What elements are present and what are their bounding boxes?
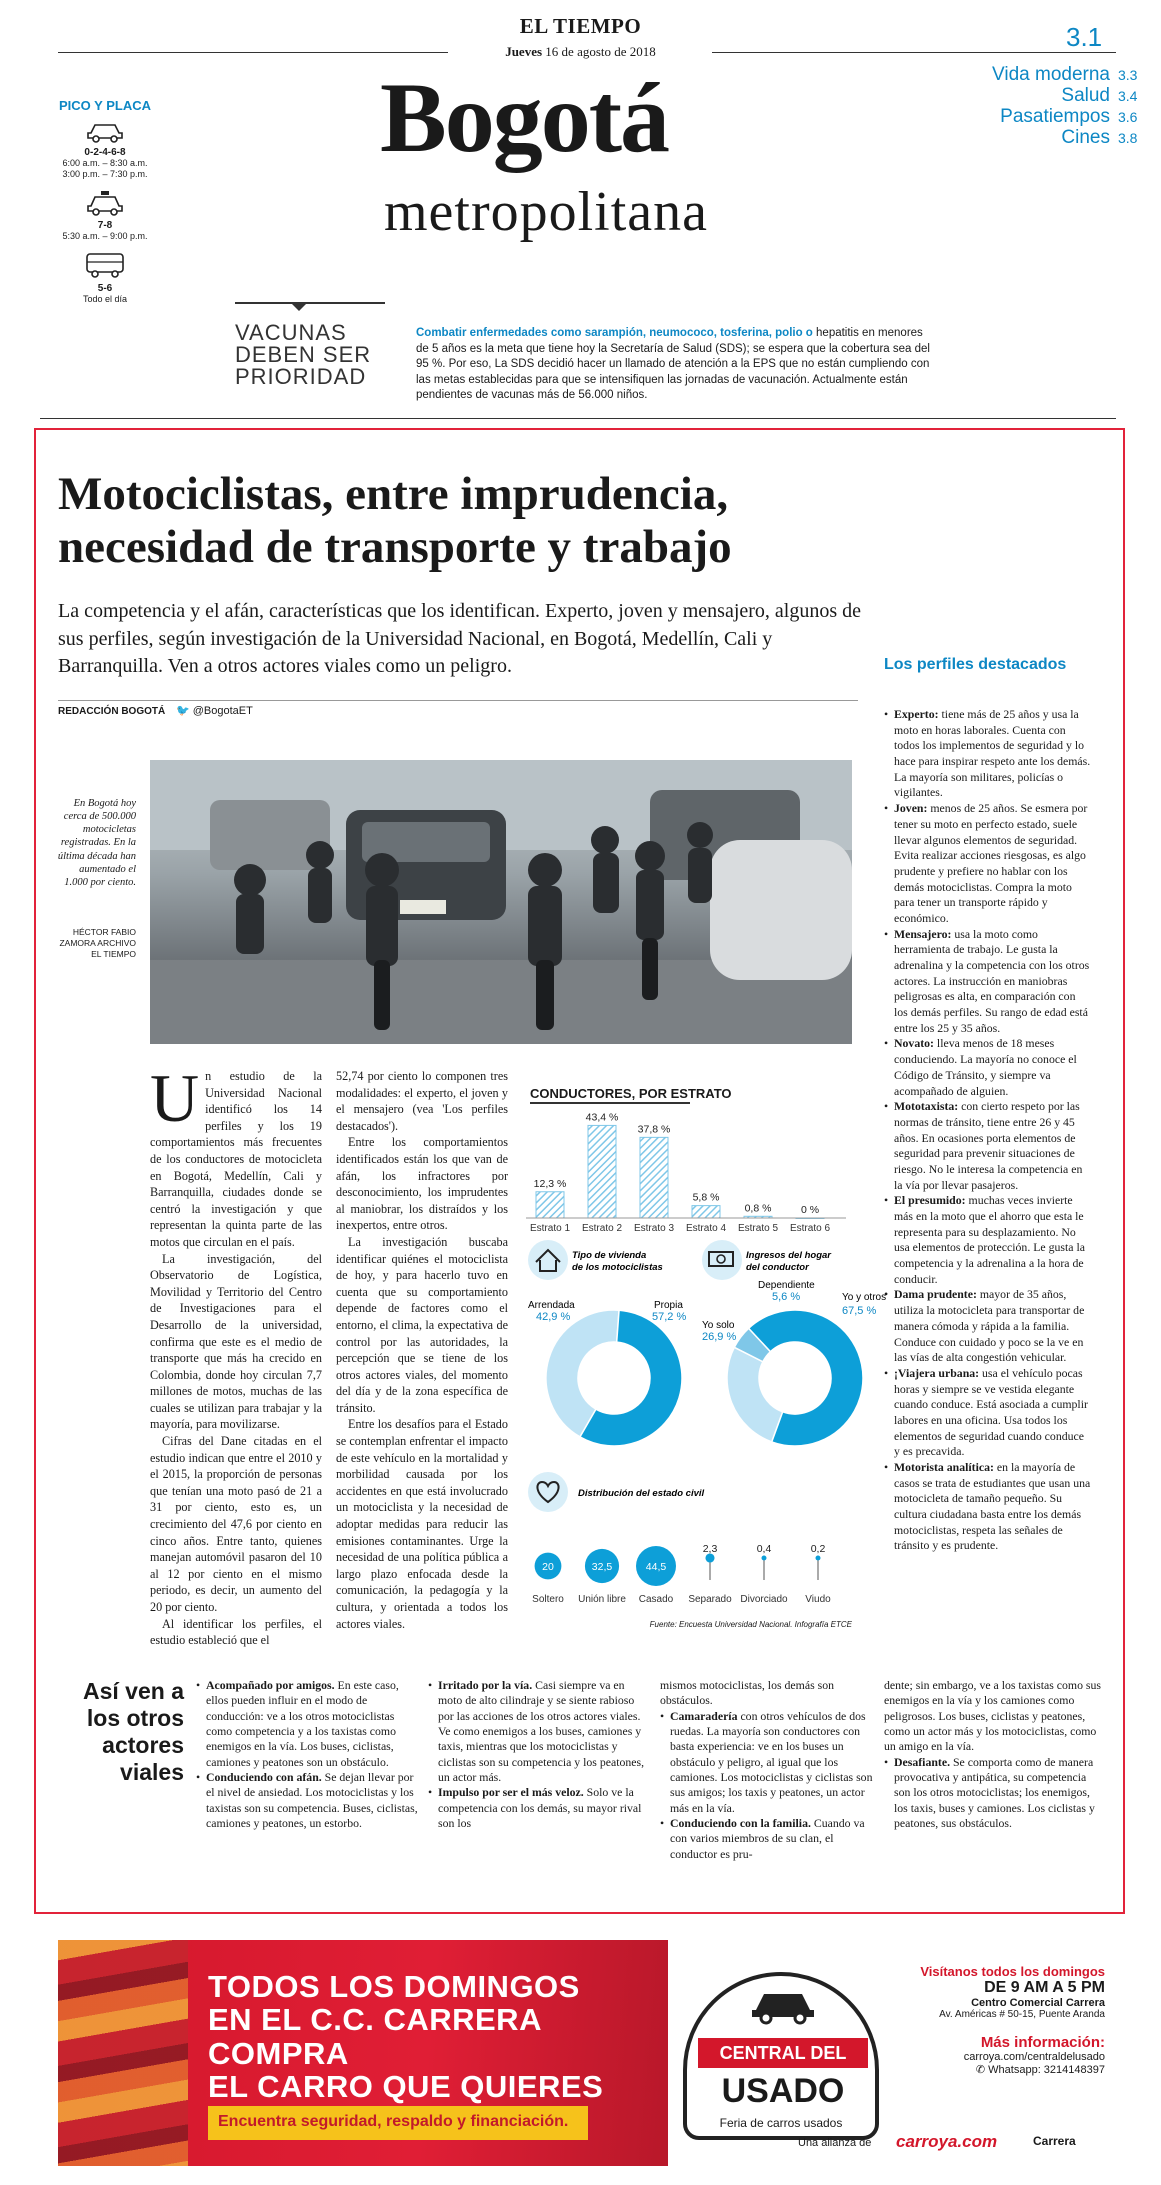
section-link-salud[interactable] [900,85,1140,106]
list-item-text: en la mayoría de casos se trata de estudiantes que usan una motocicleta de tamaño pequeño. Su cultura ciudadana basta entre los demás motociclistas, respeta las señales de tránsito y es prudente. [894,1460,1091,1553]
donut-value-label: 42,9 % [536,1311,571,1323]
section-page: 3.4 [1118,88,1138,104]
section-link-cines[interactable] [900,127,1140,148]
section-link-vida-moderna[interactable] [900,64,1140,85]
ad-hours: DE 9 AM A 5 PM [984,1979,1105,1996]
vacunas-text: hepatitis en menores de 5 años es la meta que tiene hoy la Secretaría de Salud (SDS); se espera que la cobertura sea del 95 %. Por eso, La SDS decidió hacer un llamado de atención a la EPS que no están cumpliendo con las metas establecidas para que se intensifiquen las jornadas de vacunación. Actualmente están pendientes de vacunas más de 56.000 niños. [416,327,930,402]
twitter-handle[interactable] [176,704,253,717]
pyp-numbers: 7-8 [97,219,113,231]
perfiles-title: Los perfiles destacados [884,656,1067,673]
bar-estrato-2 [588,1125,616,1218]
ad-headline-line: TODOS LOS DOMINGOS [208,1969,580,2004]
list-item [884,1678,1104,1755]
otros-actores-title: Así ven a los otros actores viales [83,1678,184,1786]
civil-marker-viudo [816,1556,821,1561]
byline: REDACCIÓN BOGOTÁ [58,706,166,717]
donut-value-label: 5,6 % [772,1291,801,1303]
section-index [900,64,1140,148]
civil-category-label: Casado [638,1594,674,1605]
list-item-term: Dama prudente: [894,1287,977,1302]
list-item-term: Motorista analítica: [894,1460,994,1474]
list-item-text: menos de 25 años. Se esmera por tener su moto en perfecto estado, suele llevar algunos elementos de seguridad. Evita realizar acciones riesgosas, es algo prudente y prefiere no hablar con los demás motociclistas. Compra la moto para tener un transporte rápido y económico. [894,801,1088,925]
date-rest: 16 de agosto de 2018 [545,44,656,59]
money-icon [702,1240,742,1280]
donut-value-label: 57,2 % [652,1311,687,1323]
estrato-bar-chart [526,1106,856,1240]
advertisement[interactable] [58,1940,1118,2166]
ad-whatsapp-text: Whatsapp: 3214148397 [988,2064,1105,2076]
vacunas-headline: Combatir enfermedades como sarampión, neumococo, tosferina, polio o [416,327,813,339]
paragraph-text: n estudio de la Universidad Nacional identificó los 14 perfiles y los 19 comportamientos más frecuentes de los conductores de motocicleta en Bogotá, Medellín, Cali y Barranquilla, ciudades donde se centró la investigación y que representan la quinta parte de las motos que circulan en el país. [150,1069,322,1249]
list-item-text: Se comporta como de manera provocativa y antipática, su competencia son los otros motociclistas; los enemigos, los taxis, buses y camiones. Los ciclistas y peatones, sus obstáculos. [894,1754,1095,1830]
drop-cap: U [150,1060,200,1136]
donut-category-label: Yo solo [702,1320,735,1331]
pico-y-placa-title: PICO Y PLACA [59,98,151,113]
article-headline: Motociclistas, entre imprudencia, necesidad de transporte y trabajo [58,468,732,573]
list-item [428,1785,650,1831]
ad-visit: Visítanos todos los domingos [920,1964,1105,1979]
list-item-text: tiene más de 25 años y usa la moto en horas laborales. Cuenta con todos los implementos de seguridad y lo hace para inspirar respeto ante los demás. La mayoría son militares, policías o vigilantes. [894,707,1091,800]
list-item-text: Casi siempre va en moto de alto cilindraje y se siente rabioso por las acciones de los otros actores viales. Ve como enemigos a los buses, camiones y taxis, mientras que los motociclistas y ciclistas son su competencia y los peatones, un actor más. [438,1678,645,1784]
section-name: Salud [1061,85,1110,106]
ad-cars-image [58,1940,188,2166]
list-item-term: Irritado por la vía. [438,1678,533,1692]
list-item-term: Joven: [894,801,928,816]
list-item-text: usa el vehículo pocas horas y siempre se ve vestida elegante cuando conduce. Está asociada a cumplir labores en una oficina. Usa todos los elementos de seguridad cuando conduce y es precavida. [894,1365,1088,1459]
ad-whatsapp [893,2063,1105,2076]
list-item-term: ¡Viajera urbana: [894,1365,980,1380]
list-item-text: En este caso, ellos pueden influir en el modo de conducción: ve a los otros motociclistas como competencia y a los taxistas como enemigos en la vía. Los buses, ciclistas, camiones y peatones son un obstáculo. [206,1678,399,1769]
civil-value-label: 44,5 [645,1561,667,1573]
estrato-chart-title: CONDUCTORES, POR ESTRATO [530,1086,732,1101]
list-item-term: Acompañado por amigos. [206,1678,335,1692]
vivienda-title-line: de los motociclistas [572,1262,663,1273]
civil-category-label: Divorciado [740,1594,788,1605]
photo-caption: En Bogotá hoy cerca de 500.000 motocicletas registradas. En la última década han aumentado el 1.000 por ciento. [57,798,136,888]
estrato-chart-rule [530,1102,690,1104]
twitter-text: @BogotaET [192,705,253,717]
list-item [660,1816,882,1862]
vacunas-brief [416,326,936,404]
donut-category-label: Yo y otros [842,1292,887,1303]
list-item [884,927,1092,1037]
list-item-text: Solo ve la competencia con los demás, su mayor rival son los [438,1785,642,1830]
civil-category-label: Soltero [532,1594,564,1605]
date-weekday: Jueves [505,44,543,59]
bar-category-label: Estrato 1 [529,1223,571,1234]
otros-actores-col-3 [660,1678,882,1862]
list-item-term: Desafiante. [894,1754,951,1769]
perfiles-list [884,707,1092,1554]
ad-tagline: Encuentra seguridad, respaldo y financiación. [218,2113,569,2130]
taxi-icon [40,190,170,220]
byline-rule [58,700,858,701]
otros-actores-col-1 [196,1678,418,1831]
list-item-text: con cierto respeto por las normas de tránsito, tiene entre 26 y 45 años. En ocasiones porta elementos de seguridad para prevenir situaciones de riesgo. No le interesa la competencia en la vía por llevar pasajeros. [894,1099,1083,1192]
article-column-2 [336,1068,508,1632]
vivienda-donut-chart [526,1238,696,1458]
list-item [884,1193,1092,1287]
list-item [660,1678,882,1709]
donut-value-label: 26,9 % [702,1331,737,1343]
vacunas-notch [290,302,308,311]
paragraph: 52,74 por ciento lo componen tres modalidades: el experto, el joven y el mensajero (vea 'Los perfiles destacados'). [336,1069,508,1133]
date-rule-left [58,52,448,53]
list-item-text: usa la moto como herramienta de trabajo. Le gusta la adrenalina y la competencia con los otros actores. La instrucción en maniobras peligrosas es alta, en comparación con los demás perfiles. Su rango de edad está entre los 25 y 35 años. [894,926,1090,1035]
section-page: 3.6 [1118,109,1138,125]
list-item-text: mayor de 35 años, utiliza la motocicleta para transportar de manera cómoda y rápida a la familia. Conduce con cuidado y poco se la ve en las vías de alta congestión vehicular. [894,1287,1085,1365]
bar-estrato-4 [692,1206,720,1218]
list-item [428,1678,650,1785]
list-item-text: Se dejan llevar por el nivel de ansiedad. Los motociclistas y los taxistas son su competencia. Buses, ciclistas, camiones y peatones, un estorbo. [206,1769,418,1830]
date-rule-right [712,52,1116,53]
bar-category-label: Estrato 2 [581,1223,623,1234]
bar-category-label: Estrato 5 [737,1223,779,1234]
ad-info-block [893,1964,1105,2076]
carroya-logo: carroya.com [896,2132,998,2151]
section-title: Bogotá [380,62,668,173]
header-bottom-rule [40,418,1116,419]
vacunas-rule [235,302,385,304]
article-photo [150,760,852,1044]
list-item [884,801,1092,927]
civil-marker-divorciado [762,1556,767,1561]
bar-value-label: 12,3 % [533,1177,567,1190]
ad-headline-line: EL CARRO QUE QUIERES [208,2069,604,2105]
photo-credit: HÉCTOR FABIO ZAMORA ARCHIVO EL TIEMPO [59,927,136,960]
car-icon [40,119,170,147]
car-icon [748,1984,818,2031]
civil-value-label: 32,5 [591,1561,613,1573]
bar-value-label: 37,8 % [637,1123,671,1136]
ingresos-title-line: Ingresos del hogar [746,1250,831,1261]
paragraph: Al identificar los perfiles, el estudio estableció que el [150,1616,322,1648]
vivienda-title-line: Tipo de vivienda [572,1250,647,1261]
list-item-term: Conduciendo con la familia. [670,1815,811,1830]
house-icon [528,1240,568,1280]
section-name: Vida moderna [992,64,1110,85]
list-item [884,707,1092,801]
donut-category-label: Propia [654,1300,683,1311]
bar-category-label: Estrato 3 [633,1223,675,1234]
list-item [884,1460,1092,1554]
list-item-term: Mensajero: [894,926,952,941]
pyp-hours: Todo el día [82,294,128,305]
paragraph: La investigación, del Observatorio de Logística, Movilidad y Territorio del Centro de Investigaciones para el Desarrollo de la universidad, confirma que este es el medio de transporte que más ha crecido en Colombia, donde hoy circulan 7,7 millones de motos, muchas de las cuales se utilizan para trabajar y la mayoría, para movilizarse. [150,1251,322,1432]
pyp-numbers: 0-2-4-6-8 [84,147,126,158]
list-item [884,1036,1092,1099]
list-item-text: mismos motociclistas, los demás son obstáculos. [660,1678,834,1708]
paragraph: Entre los comportamientos identificados están los que van de afán, los infractores por desconocimiento, los imprudentes al maniobrar, los distraídos y los inexpertos, entre otros. [336,1135,508,1233]
masthead: EL TIEMPO [519,14,642,38]
estado-civil-title: Distribución del estado civil [578,1488,705,1499]
pyp-block-taxis [40,190,170,242]
list-item-term: Mototaxista: [894,1099,959,1114]
list-item-term: Conduciendo con afán. [206,1769,322,1784]
ad-place: Centro Comercial Carrera [971,1997,1105,2009]
bar-value-label: 0 % [800,1204,820,1216]
ad-logo-main: USADO [721,2072,845,2110]
civil-value-label: 20 [542,1561,554,1573]
civil-category-label: Separado [688,1594,732,1605]
list-item-text: Cuando va con varios miembros de su clan, el conductor es pru- [670,1815,865,1861]
section-page: 3.3 [1118,67,1138,83]
list-item-term: Novato: [894,1036,934,1051]
donut-value-label: 67,5 % [842,1305,877,1317]
bar-category-label: Estrato 6 [789,1223,831,1234]
paragraph: Cifras del Dane citadas en el estudio indican que entre el 2010 y el 2015, la proporción de personas que tenían una moto pasó de 21 a 31 por ciento, esto es, un crecimiento del 47,6 por ciento en cinco años. Entre tanto, quienes manejan automóvil pasaron del 10 al 12 por ciento en el mismo periodo, es decir, un aumento del 20 por ciento. [150,1434,322,1614]
list-item [884,1287,1092,1365]
pyp-block-cars [40,119,170,180]
donut-category-label: Dependiente [758,1280,815,1291]
carrera-logo: Carrera [1033,2134,1076,2148]
list-item [884,1099,1092,1193]
pico-y-placa [40,98,170,315]
estado-civil-chart [526,1470,866,1620]
list-item [884,1366,1092,1460]
donut-slice-yo-solo [727,1347,783,1442]
list-item-term: Impulso por ser el más veloz. [438,1785,584,1800]
heart-icon [528,1472,568,1512]
article-deck: La competencia y el afán, características que los identifican. Experto, joven y mensajero, algunos de sus perfiles, según investigación de la Universidad Nacional, en Bogotá, Medellín, Cali y Barranquilla. Ven a otros actores viales como un peligro. [58,600,862,678]
bar-category-label: Estrato 4 [685,1223,727,1234]
article-column-1 [150,1060,322,1649]
civil-category-label: Unión libre [578,1594,626,1605]
page-number: 3.1 [1066,22,1103,52]
pyp-block-trucks [40,251,170,305]
donut-category-label: Arrendada [528,1300,575,1311]
list-item-term: El presumido: [894,1193,966,1208]
ad-web-link[interactable]: carroya.com/centraldelusado [963,2051,1105,2063]
section-page: 3.8 [1118,130,1138,146]
list-item [196,1770,418,1831]
paragraph: La investigación buscaba identificar quiénes el motociclista de hoy, y para hacerlo tuvo en cuenta que su comportamiento depende de factores como el entorno, el clima, la expectativa de control por las autoridades, la percepción que se tiene de los otros actores viales, del momento del día y de la zona específica de tránsito. [336,1234,508,1415]
pyp-hours: 6:00 a.m. – 8:30 a.m. [62,158,148,168]
pyp-hours: 5:30 a.m. – 9:00 p.m. [62,230,148,241]
ad-address: Av. Américas # 50-15, Puente Aranda [939,2009,1105,2020]
bar-estrato-1 [536,1192,564,1218]
list-item [884,1755,1104,1832]
ingresos-donut-chart [700,1238,887,1458]
list-item-text: dente; sin embargo, ve a los taxistas como sus enemigos en la vía y los camiones como peligrosos. Los buses, ciclistas y peatones, como un actor más y los motociclistas, como un amigo en la vía. [884,1678,1102,1754]
list-item [196,1678,418,1770]
ad-logo-sub: Feria de carros usados [719,2116,843,2130]
bar-estrato-3 [640,1137,668,1218]
list-item-term: Experto: [894,707,939,721]
ad-headline-line: EN EL C.C. CARRERA COMPRA [208,2002,541,2071]
ad-logo-top: CENTRAL DEL [698,2038,868,2068]
ingresos-title-line: del conductor [746,1262,809,1273]
otros-actores-col-4 [884,1678,1104,1831]
ad-info-label: Más información: [980,2034,1105,2051]
section-name: Cines [1061,127,1110,148]
paragraph [150,1060,322,1251]
twitter-icon: 🐦 [176,705,190,717]
pyp-numbers: 5-6 [97,283,113,295]
bar-value-label: 0,8 % [744,1202,772,1215]
civil-value-label: 0,2 [810,1543,826,1555]
bar-value-label: 5,8 % [692,1191,720,1204]
section-subtitle: metropolitana [384,181,709,243]
infographic-source: Fuente: Encuesta Universidad Nacional. Infografía ETCE [649,1620,852,1629]
civil-value-label: 2,3 [702,1543,718,1555]
paragraph: Entre los desafíos para el Estado se contemplan enfrentar el impacto de este vehículo en la mortalidad y morbilidad causada por los accidentes en que está involucrado un motociclista y la necesidad de adoptar medidas para reducir las emisiones contaminantes. Urge la necesidad de una política pública a largo plazo enfocada desde la comunicación, la pedagogía y la cultura, y orientada a todos los actores viales. [336,1417,508,1631]
whatsapp-icon: ✆ [975,2064,986,2076]
list-item-text: lleva menos de 18 meses conduciendo. La mayoría no conoce el Código de Tránsito, y siempre va acompañado de alguien. [894,1036,1077,1098]
section-name: Pasatiempos [1000,106,1110,127]
list-item [660,1709,882,1816]
list-item-text: con otros vehículos de dos ruedas. La mayoría son conductores con basta experiencia: ve en los buses un obstáculo y peligro, al igual que los camiones. Los motociclistas y ciclistas son sus amigos; los taxis y peatones, un actor más en la vía. [670,1708,873,1815]
section-link-pasatiempos[interactable] [900,106,1140,127]
otros-actores-col-2 [428,1678,650,1831]
vacunas-title: VACUNAS DEBEN SER PRIORIDAD [235,320,372,389]
bar-value-label: 43,4 % [585,1111,619,1124]
truck-icon [40,251,170,283]
civil-value-label: 0,4 [756,1543,772,1555]
ad-alianza: Una alianza de [798,2137,872,2149]
ad-headline [208,1970,648,2104]
list-item-text: muchas veces invierte más en la moto que el ahorro que esta le representa para su desplazamiento. No usa elementos de protección. Le gusta la competencia y la adrenalina a la hora de conducir. [894,1193,1085,1286]
civil-category-label: Viudo [805,1594,831,1605]
pyp-hours: 3:00 p.m. – 7:30 p.m. [62,168,148,179]
list-item-term: Camaradería [670,1708,738,1723]
